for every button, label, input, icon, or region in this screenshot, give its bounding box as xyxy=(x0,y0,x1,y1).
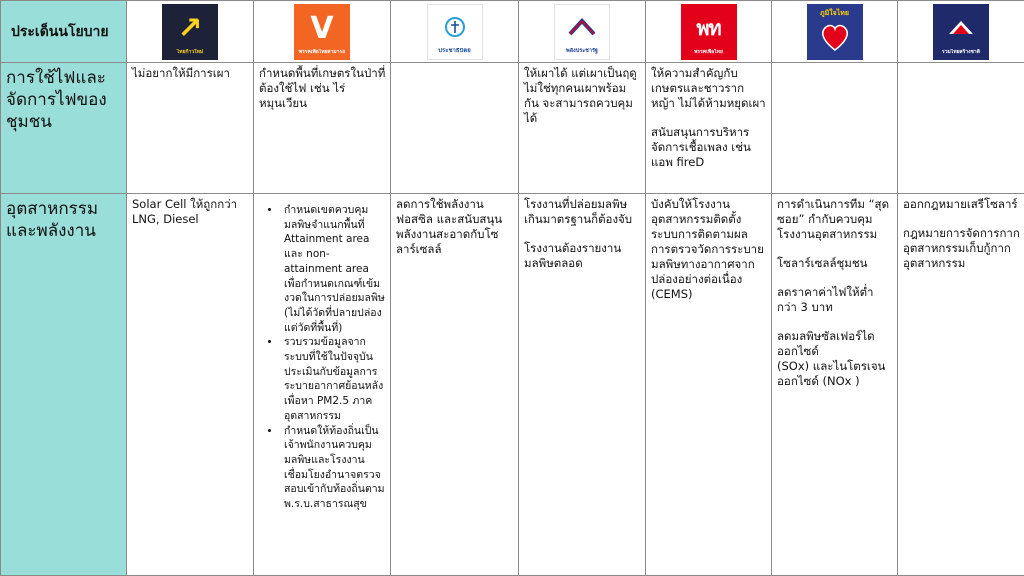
party-header-7 xyxy=(898,1,1024,63)
goddess-emblem-icon xyxy=(444,16,466,38)
cell-r2-c1: Solar Cell ให้ถูกกว่า LNG, Diesel xyxy=(127,194,254,576)
cell-r1-c4: ให้เผาได้ แต่เผาเป็นฤดู ไม่ใช่ทุกคนเผาพร้อมกัน จะสามารถควบคุมได้ xyxy=(519,63,646,194)
party-header-2 xyxy=(254,1,391,63)
topic-industry-energy: อุตสาหกรรมและพลังงาน xyxy=(1,194,127,576)
table-row xyxy=(1,63,1024,194)
corner-header: ประเด็นนโยบาย xyxy=(1,1,127,63)
party-header-4 xyxy=(519,1,646,63)
header-row xyxy=(1,1,1024,63)
party-header-1 xyxy=(127,1,254,63)
cell-r2-c4: โรงงานที่ปล่อยมลพิษเกินมาตรฐานก็ต้องจับ โรงงานต้องรายงานมลพิษตลอด xyxy=(519,194,646,576)
list-item: • รวบรวมข้อมูลจากระบบที่ใช้ในปัจจุบันประเมินกับข้อมูลการระบายอากาศย้อนหลังเพื่อหา PM2.5 ภาคอุตสาหกรรม xyxy=(281,335,386,423)
cell-r1-c2: กำหนดพื้นที่เกษตรในป่าที่ต้องใช้ไฟ เช่น ไร่หมุนเวียน xyxy=(254,63,391,194)
policy-bullet-list xyxy=(259,203,386,512)
heart-map-icon xyxy=(818,20,852,54)
party-header-6 xyxy=(772,1,898,63)
cell-r2-c2 xyxy=(254,194,391,576)
move-forward-party-logo: ↗ ไทยก้าวใหม่ xyxy=(162,4,218,60)
cell-r1-c7 xyxy=(898,63,1024,194)
cell-r2-c7: ออกกฎหมายเสรีโซลาร์ กฎหมายการจัดการกากอุตสาหกรรมเก็บกู้กากอุตสาหกรรม xyxy=(898,194,1024,576)
v-party-logo: V พรรคเพื่อไทยสามารถ xyxy=(294,4,350,60)
pheu-thai-logo: พท พรรคเพื่อไทย xyxy=(681,4,737,60)
arrow-icon: ↗ xyxy=(177,10,203,46)
cell-r2-c6: การดำเนินการทีม “สุดซอย” กำกับควบคุมโรงงานอุตสาหกรรม โซลาร์เซลล์ชุมชน ลดราคาค่าไฟให้ต่ำกว่า 3 บาท ลดมลพิษซัลเฟอร์ไดออกไซด์ (SOx) และไนโตรเจนออกไซด์ (NOx ) xyxy=(772,194,898,576)
ruam-thai-sang-chart-logo: รวมไทยสร้างชาติ xyxy=(933,4,989,60)
palang-pracharath-logo: พลังประชารัฐ xyxy=(554,4,610,60)
party-header-5 xyxy=(646,1,772,63)
bhumjaithai-wordmark: ภูมิใจไทย xyxy=(820,8,849,17)
v-mark-icon: V xyxy=(310,10,334,46)
democrat-party-logo: ประชาธิปัตย์ xyxy=(427,4,483,60)
list-item: • กำหนดเขตควบคุมมลพิษจำแนกพื้นที่ Attainment area และ non-attainment area เพื่อกำหนดเกณฑ์เข้มงวดในการปล่อยมลพิษ (ไม่ได้วัดที่ปลายปล่องแต่วัดที่พื้นที่) xyxy=(281,203,386,335)
party-header-3 xyxy=(391,1,519,63)
list-item: • กำหนดให้ท้องถิ่นเป็นเจ้าพนักงานควบคุมมลพิษและโรงงาน เชื่อมโยงอำนาจตรวจสอบเข้ากับท้องถิ่นตาม พ.ร.บ.สาธารณสุข xyxy=(281,424,386,512)
topic-fire-management: การใช้ไฟและจัดการไฟของชุมชน xyxy=(1,63,127,194)
cell-r2-c5: บังคับให้โรงงานอุตสาหกรรมติดตั้งระบบการติดตามผลการตรวจวัดการระบายมลพิษทางอากาศจากปล่องอย่างต่อเนื่อง (CEMS) xyxy=(646,194,772,576)
cell-r1-c5: ให้ความสำคัญกับเกษตรและชาวรากหญ้า ไม่ได้ห้ามหยุดเผา สนับสนุนการบริหารจัดการเชื้อเพลง เช่น แอพ fireD xyxy=(646,63,772,194)
flag-roof-icon xyxy=(567,17,597,37)
cell-r1-c3 xyxy=(391,63,519,194)
bhumjaithai-logo xyxy=(807,4,863,60)
pt-mark-icon: พท xyxy=(696,15,721,40)
cell-r1-c6 xyxy=(772,63,898,194)
cell-r2-c3: ลดการใช้พลังงานฟอสซิล และสนับสนุนพลังงานสะอาดกับโซลาร์เซลล์ xyxy=(391,194,519,576)
cell-r1-c1: ไม่อยากให้มีการเผา xyxy=(127,63,254,194)
table-row xyxy=(1,194,1024,576)
thai-roof-flag-icon xyxy=(947,18,975,36)
